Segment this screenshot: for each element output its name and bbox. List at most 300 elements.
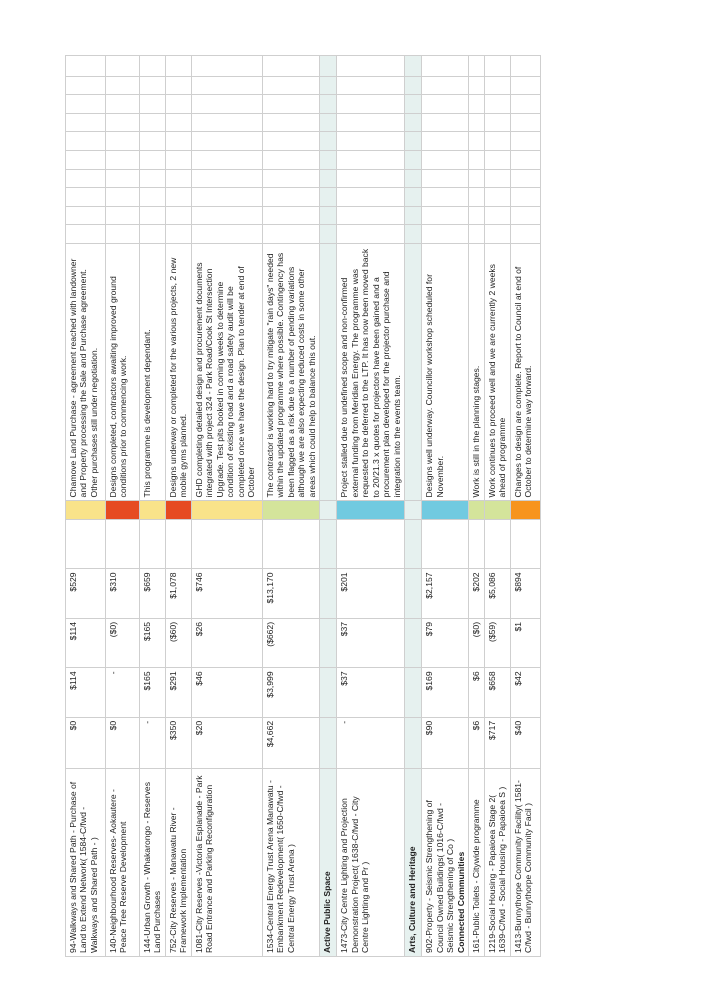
budget-ytd-cell [165,717,191,769]
variance-cell [140,618,166,667]
variance-cell [469,618,484,667]
empty-cell [165,519,191,568]
actual-ytd-cell-text: $291 [167,671,178,691]
project-cell [66,769,106,957]
section-fill-cell [320,169,337,188]
empty-cell [510,169,540,188]
annual-budget-cell [469,569,484,618]
comment-cell [191,243,262,501]
actual-ytd-cell [337,668,405,717]
section-heading [405,769,422,957]
variance-cell-text: $114 [68,621,78,641]
actual-ytd-cell-text: $165 [142,671,152,691]
section-fill-cell [405,169,422,188]
variance-cell-text: ($59) [486,621,497,642]
section-fill-cell [405,569,422,618]
comment-cell-text: Work is still in the planning stages. [471,365,482,498]
section-fill-cell [320,569,337,618]
empty-cell [66,76,106,95]
project-row [337,56,405,957]
empty-cell [165,113,191,132]
budget-ytd-cell [106,717,140,769]
empty-cell [66,95,106,114]
empty-cell [337,132,405,151]
empty-cell [422,113,469,132]
empty-cell [510,225,540,244]
status-swatch [106,501,140,520]
section-fill-cell [405,113,422,132]
budget-ytd-cell [337,717,405,769]
section-heading: Connected Communities [455,851,466,953]
empty-cell [106,169,140,188]
actual-ytd-cell-text: $114 [68,671,78,690]
actual-ytd-cell [484,668,510,717]
empty-cell [337,206,405,225]
annual-budget-cell-text: $746 [193,572,204,592]
empty-cell [337,188,405,207]
section-fill-cell [320,668,337,717]
empty-cell [422,206,469,225]
empty-cell [140,206,166,225]
annual-budget-cell [140,569,166,618]
actual-ytd-cell [262,668,319,717]
empty-cell [262,132,319,151]
empty-cell [469,95,484,114]
empty-cell [510,132,540,151]
empty-cell [262,169,319,188]
status-swatch [66,501,106,520]
empty-cell [165,169,191,188]
empty-cell [140,519,166,568]
annual-budget-cell [510,569,540,618]
empty-cell [106,132,140,151]
project-row [165,56,191,957]
section-fill-cell [320,56,337,77]
actual-ytd-cell-text: $169 [424,671,435,691]
variance-cell-text: ($662) [264,621,275,647]
empty-cell [510,150,540,169]
project-cell-text: 1473-City Centre Lighting and Projection Demonstration Project( 1638-C/fwd - City Centre Lighting and Pr ) [339,796,371,953]
section-fill-cell [405,95,422,114]
empty-cell [422,188,469,207]
variance-cell-text: $37 [339,621,350,637]
comment-cell-text: Designs well underway. Councillor workshop scheduled for November. [424,274,445,498]
empty-cell [510,76,540,95]
section-fill-cell [405,243,422,501]
status-swatch [140,501,166,520]
empty-cell [422,56,469,77]
empty-cell [510,113,540,132]
empty-cell [337,113,405,132]
budget-ytd-cell-text: - [142,720,152,724]
empty-cell [469,113,484,132]
budget-ytd-cell [469,717,484,769]
section-heading [320,769,337,957]
project-cell-text: 1081-City Reserves -Victoria Esplanade - Park Road Entrance and Parking Reconfiguration [193,775,215,953]
variance-cell-text: ($0) [471,621,482,638]
empty-cell [484,113,510,132]
comment-cell [510,243,540,501]
section-fill-cell [405,132,422,151]
budget-ytd-cell [510,717,540,769]
project-cell [337,769,405,957]
empty-cell [165,150,191,169]
empty-cell [337,95,405,114]
section-fill-cell [320,132,337,151]
empty-cell [191,56,262,77]
empty-cell [484,206,510,225]
empty-cell [191,76,262,95]
section-fill-cell [320,243,337,501]
comment-cell-text: Designs underway or completed for the various projects, 2 new mobile gyms planned. [167,257,189,498]
section-fill-cell [320,206,337,225]
empty-cell [66,169,106,188]
project-cell [422,769,469,957]
project-cell-text: 1219-Social Housing - Papaioea Stage 2( 1639-C/fwd - Social Housing - Papaioea S ) [486,786,508,953]
empty-cell [140,169,166,188]
project-row [469,56,484,957]
comment-cell-text: Chamove Land Purchase - agreement reached with landowner and Property processing the Sale and Purchase agreement. Other purchases still under negotiation. [68,258,99,498]
status-swatch [337,501,405,520]
actual-ytd-cell [422,668,469,717]
variance-cell-text: $165 [142,621,152,642]
budget-ytd-cell [140,717,166,769]
actual-ytd-cell [106,668,140,717]
section-fill-cell [320,618,337,667]
variance-cell-text: ($60) [167,621,178,642]
project-cell [165,769,191,957]
annual-budget-cell-text: $5,086 [486,572,497,599]
empty-cell [262,150,319,169]
empty-cell [140,150,166,169]
empty-cell [66,113,106,132]
status-swatch [191,501,262,520]
rotated-page [65,55,637,957]
section-fill-cell [405,501,422,520]
section-fill-cell [405,206,422,225]
section-fill-cell [320,95,337,114]
project-cell-text: 902-Property - Seismic Strengthening of Council Owned Buildings( 1016-C/fwd - Seismic Strengthening of Co ) [424,800,456,953]
empty-cell [484,519,510,568]
empty-cell [510,188,540,207]
empty-cell [106,56,140,77]
project-cell [484,769,510,957]
empty-cell [191,132,262,151]
annual-budget-cell [337,569,405,618]
empty-cell [510,519,540,568]
empty-cell [66,519,106,568]
annual-budget-cell-text: $310 [108,572,118,592]
annual-budget-cell-text: $202 [471,572,482,592]
budget-ytd-cell-text: $0 [108,720,118,731]
project-row [140,56,166,957]
empty-cell [262,188,319,207]
empty-cell [469,76,484,95]
section-heading-text: Active Public Space [322,871,333,953]
comment-cell [106,243,140,501]
empty-cell [191,95,262,114]
comment-cell-text: Changes to design are complete. Report to Council at end of October to determine way forward. [512,266,534,498]
section-fill-cell [320,225,337,244]
annual-budget-cell-text: $529 [68,572,78,592]
empty-cell [469,132,484,151]
empty-cell [469,169,484,188]
annual-budget-cell-text: $659 [142,572,152,592]
project-cell-text: 140-Neighbourhood Reserves- Aokautere - Peace Tree Reserve Development [108,789,129,953]
empty-cell [191,519,262,568]
empty-cell [66,225,106,244]
actual-ytd-cell-text: $3,999 [264,671,275,698]
empty-cell [140,56,166,77]
empty-cell [165,188,191,207]
empty-cell [337,56,405,77]
section-fill-cell [320,76,337,95]
section-fill-cell [320,188,337,207]
empty-cell [106,188,140,207]
comment-cell-text: GHD completing detailed design and procurement documents integrated with project 324 - Park Road/Cook St Intersection Upgrade. Test pits booked in coming weeks to determine condition of existing road and a road safety audit will be completed once we have the design. Plan to tender at end of October [193,262,257,498]
variance-cell-text: $1 [512,621,523,632]
budget-ytd-cell [422,717,469,769]
empty-cell [140,132,166,151]
variance-cell [66,618,106,667]
variance-cell [106,618,140,667]
empty-cell [66,56,106,77]
section-fill-cell [405,717,422,769]
project-cell [469,769,484,957]
actual-ytd-cell-text: $42 [512,671,523,686]
comment-cell [469,243,484,501]
empty-cell [191,206,262,225]
section-fill-cell [405,76,422,95]
empty-cell [422,225,469,244]
project-cell-text: 752-City Reserves - Manawatu River - Framework Implementation [167,807,189,953]
empty-cell [422,76,469,95]
annual-budget-cell [484,569,510,618]
empty-cell [165,56,191,77]
empty-cell [484,169,510,188]
annual-budget-cell-text: $1,078 [167,572,178,599]
empty-cell [422,150,469,169]
empty-cell [106,225,140,244]
actual-ytd-cell [469,668,484,717]
budget-ytd-cell [191,717,262,769]
budget-ytd-cell-text: $20 [193,720,204,736]
project-row [262,56,319,957]
section-fill-cell [405,150,422,169]
empty-cell [106,150,140,169]
empty-cell [66,132,106,151]
budget-ytd-cell [484,717,510,769]
empty-cell [337,169,405,188]
empty-cell [165,76,191,95]
project-cell-text: 94-Walkways and Shared Path - Purchase of Land to Extend Network( 1584-C/fwd - Walkways and Shared Path - ) [68,781,99,953]
annual-budget-cell [191,569,262,618]
empty-cell [106,95,140,114]
budget-ytd-cell-text: $4,662 [264,720,275,748]
comment-cell [165,243,191,501]
actual-ytd-cell [140,668,166,717]
empty-cell [191,113,262,132]
empty-cell [484,150,510,169]
budget-ytd-cell-text: $350 [167,720,178,740]
project-cell [106,769,140,957]
budget-ytd-cell-text: $90 [424,720,435,736]
budget-ytd-cell-text: $6 [471,720,482,731]
section-fill-cell [320,150,337,169]
empty-cell [106,76,140,95]
actual-ytd-cell-text: $46 [193,671,204,686]
annual-budget-cell-text: $2,157 [424,572,435,599]
comment-cell [262,243,319,501]
project-cell [262,769,319,957]
project-row [106,56,140,957]
empty-cell [106,206,140,225]
annual-budget-cell-text: $201 [339,572,350,592]
empty-cell [469,225,484,244]
empty-cell [191,188,262,207]
budget-ytd-cell-text: $0 [68,720,78,731]
status-swatch [422,501,469,520]
empty-cell [469,56,484,77]
annual-budget-cell [66,569,106,618]
variance-cell-text: $79 [424,621,435,637]
budget-ytd-cell [66,717,106,769]
project-cell-text: 144-Urban Growth - Whakarongo - Reserves Land Purchases [142,782,163,953]
empty-cell [165,206,191,225]
status-swatch [165,501,191,520]
section-fill-cell [320,519,337,568]
annual-budget-cell [106,569,140,618]
empty-cell [484,225,510,244]
empty-cell [469,188,484,207]
comment-cell [66,243,106,501]
project-cell-text: 1534-Central Energy Trust Arena Manawatu - Embankment Redevelopment( 1650-C/fwd - Central Energy Trust Arena ) [264,780,296,953]
empty-cell [484,95,510,114]
project-row [510,56,540,957]
empty-cell [262,113,319,132]
variance-cell [337,618,405,667]
empty-cell [469,206,484,225]
empty-cell [262,76,319,95]
project-cell [510,769,540,957]
empty-cell [262,225,319,244]
actual-ytd-cell [165,668,191,717]
project-cell [140,769,166,957]
empty-cell [106,113,140,132]
project-cell [191,769,262,957]
actual-ytd-cell-text: $6 [471,671,482,681]
project-cell-text: 161-Public Toilets - Citywide programme [471,799,482,953]
variance-cell [262,618,319,667]
variance-cell [484,618,510,667]
annual-budget-cell-text: $13,170 [264,572,275,604]
annual-budget-cell [422,569,469,618]
section-fill-cell [405,618,422,667]
empty-cell [422,519,469,568]
empty-cell [262,519,319,568]
empty-cell [140,76,166,95]
empty-cell [262,56,319,77]
project-cell-text: 1413-Bunnythorpe Community Facility( 1581-C/fwd - Bunnythorpe Community Facil ) [512,780,534,953]
section-fill-cell [405,668,422,717]
empty-cell [66,150,106,169]
capital-projects-table [65,55,541,957]
empty-cell [140,95,166,114]
comment-cell [337,243,405,501]
empty-cell [510,95,540,114]
empty-cell [165,225,191,244]
section-fill-cell [405,519,422,568]
empty-cell [484,188,510,207]
section-fill-cell [320,501,337,520]
section-fill-cell [405,188,422,207]
empty-cell [469,519,484,568]
empty-cell [337,76,405,95]
status-swatch [510,501,540,520]
empty-cell [262,206,319,225]
budget-ytd-cell [262,717,319,769]
variance-cell-text: $26 [193,621,204,637]
empty-cell [484,76,510,95]
variance-cell [422,618,469,667]
section-fill-cell [320,113,337,132]
section-fill-cell [320,717,337,769]
section-fill-cell [405,56,422,77]
empty-cell [510,206,540,225]
empty-cell [191,150,262,169]
empty-cell [66,188,106,207]
actual-ytd-cell-text: - [108,671,118,675]
section-row [320,56,337,957]
comment-cell [484,243,510,501]
annual-budget-cell-text: $894 [512,572,523,592]
project-row [191,56,262,957]
status-swatch [262,501,319,520]
empty-cell [140,225,166,244]
comment-cell-text: The contractor is working hard to try mitigate "rain days" needed within the updated programme where possible. Contingency has been flagged as a risk due to a number of pending variations although we are also expecting reduced costs in some other areas which could help to balance this out. [264,252,317,498]
empty-cell [140,188,166,207]
empty-cell [422,169,469,188]
actual-ytd-cell-text: $658 [486,671,497,691]
empty-cell [510,56,540,77]
comment-cell-text: Project stalled due to undefined scope and non-confirmed external funding from Meridian Energy. The programme was requested to be deferred to the LTP. It has now been moved back to 20/21.3 x quotes for projectors have been gained and a procurement plan developed for the projector purchase and integration into the events team. [339,248,402,498]
variance-cell [191,618,262,667]
empty-cell [484,132,510,151]
actual-ytd-cell [510,668,540,717]
variance-cell [165,618,191,667]
comment-cell-text: Designs completed, contractors awaiting improved ground conditions prior to commencing work. [108,276,129,498]
comment-cell-text: This programme is development dependant. [142,329,152,498]
empty-cell [165,95,191,114]
budget-ytd-cell-text: - [339,720,350,724]
empty-cell [191,169,262,188]
project-row [66,56,106,957]
empty-cell [165,132,191,151]
project-row [422,56,469,957]
comment-cell-text: Work continues to proceed well and we are currently 2 weeks ahead of programme [486,264,508,498]
empty-cell [469,150,484,169]
empty-cell [422,95,469,114]
actual-ytd-cell [66,668,106,717]
empty-cell [140,113,166,132]
budget-ytd-cell-text: $717 [486,720,497,740]
status-swatch [469,501,484,520]
status-swatch [484,501,510,520]
project-row [484,56,510,957]
empty-cell [337,150,405,169]
budget-ytd-cell-text: $40 [512,720,523,736]
actual-ytd-cell-text: $37 [339,671,350,686]
